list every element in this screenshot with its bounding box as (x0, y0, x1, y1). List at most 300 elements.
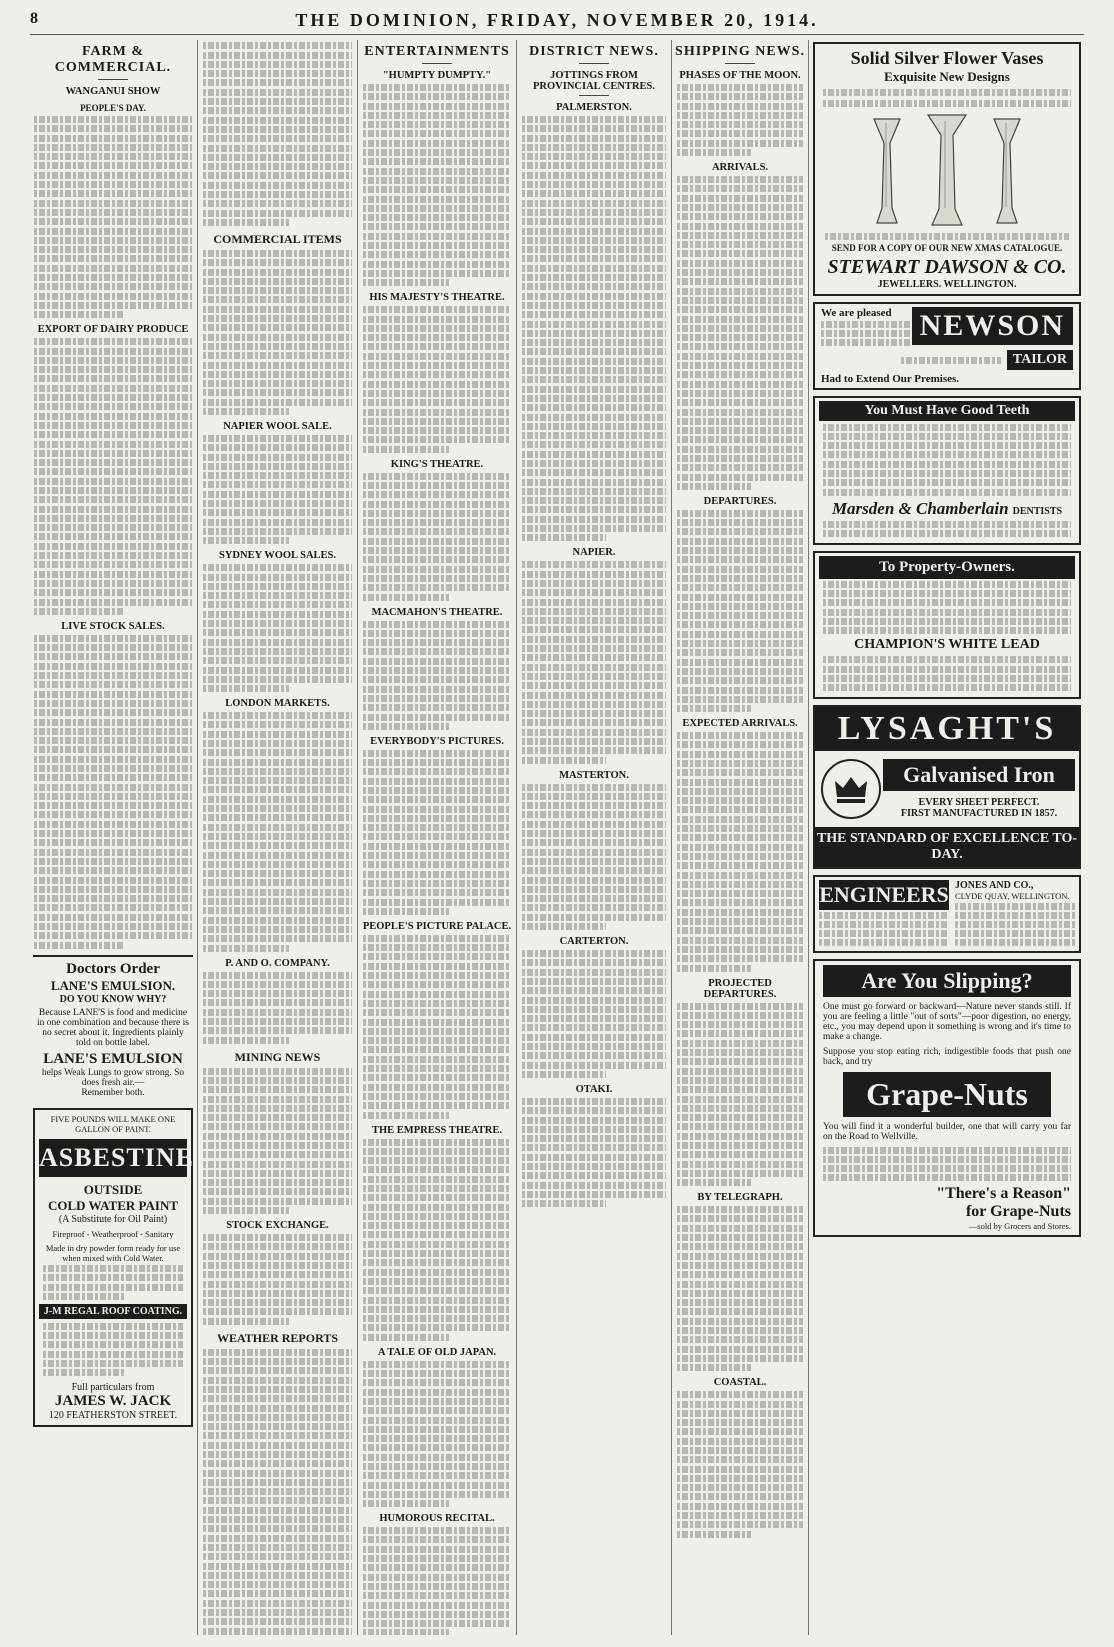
text-line (203, 371, 352, 378)
text-line (677, 418, 803, 425)
article-heading: LONDON MARKETS. (225, 698, 330, 710)
text-line (522, 414, 666, 421)
text-line (522, 830, 666, 837)
text-line (677, 1021, 803, 1028)
text-line (677, 1262, 803, 1269)
text-line (363, 1046, 511, 1053)
column-entertainments (359, 40, 515, 1635)
text-line (203, 740, 352, 747)
text-line (203, 852, 352, 859)
text-line (677, 103, 803, 110)
text-line (363, 880, 511, 887)
text-line (522, 460, 666, 467)
text-line (203, 1096, 352, 1103)
section-heading: DISTRICT NEWS. (529, 44, 659, 59)
ad-top: FIVE POUNDS WILL MAKE ONE GALLON OF PAINT. (50, 1113, 176, 1134)
ad-line: Fireproof - Weatherproof - Sanitary (52, 1228, 174, 1239)
text-line (677, 881, 803, 888)
text-line (363, 510, 511, 517)
ad-body: One must go forward or backward—Nature never stands still. If you are feeling a little "out of sorts"—poor digestion, no energy, etc., you may depend upon it something is wrong and it's time to make a change. (823, 1001, 1071, 1042)
text-line (34, 746, 192, 753)
text-line (522, 849, 666, 856)
text-line (363, 630, 511, 637)
text-line (677, 343, 803, 350)
text-line (677, 937, 803, 944)
article-text (199, 564, 356, 692)
text-line (677, 1410, 803, 1417)
text-line (522, 516, 666, 523)
text-line (677, 1428, 803, 1435)
ad-line: FIRST MANUFACTURED IN 1857. (900, 807, 1058, 819)
article-heading: EXPORT OF DAIRY PRODUCE (37, 324, 189, 336)
text-line (677, 668, 803, 675)
text-line (522, 950, 666, 957)
text-line (363, 306, 511, 313)
text-line (677, 1142, 803, 1149)
text-line (34, 580, 192, 587)
text-line (203, 126, 352, 133)
text-line (522, 386, 666, 393)
text-line (677, 779, 803, 786)
text-line (363, 1592, 511, 1599)
text-line (34, 942, 125, 949)
text-line (203, 250, 352, 257)
text-line (677, 446, 803, 453)
text-line (363, 695, 511, 702)
text-line (677, 806, 803, 813)
text-line (677, 1058, 803, 1065)
page-number: 8 (30, 10, 38, 27)
text-line (522, 395, 666, 402)
text-line (677, 1401, 803, 1408)
ad-body: You will find it a wonderful builder, one that will carry you far on the Road to Wellville. (823, 1121, 1071, 1142)
text-line (34, 765, 192, 772)
stewart-dawson-ad (813, 42, 1081, 296)
text-line (363, 371, 511, 378)
text-line (677, 362, 803, 369)
text-line (34, 663, 192, 670)
text-line (522, 358, 666, 365)
text-line (363, 723, 449, 730)
text-line (34, 172, 192, 179)
text-line (203, 107, 352, 114)
text-line (677, 687, 803, 694)
text-line (203, 1590, 352, 1597)
text-line (677, 1271, 803, 1278)
text-line (522, 488, 666, 495)
text-line (34, 914, 192, 921)
text-line (677, 899, 803, 906)
text-line (522, 589, 666, 596)
text-line (363, 538, 511, 545)
text-line (677, 232, 803, 239)
text-line (677, 1438, 803, 1445)
text-line (34, 737, 192, 744)
text-line (677, 1475, 803, 1482)
text-line (677, 1077, 803, 1084)
text-line (203, 1525, 352, 1532)
text-line (522, 858, 666, 865)
text-line (677, 946, 803, 953)
text-line (522, 190, 666, 197)
text-line (34, 802, 192, 809)
text-line (34, 515, 192, 522)
ad-line: DENTISTS (1012, 505, 1063, 517)
text-line (522, 1062, 666, 1069)
text-line (203, 749, 352, 756)
text-line (677, 1355, 803, 1362)
text-line (677, 1003, 803, 1010)
text-line (34, 181, 192, 188)
text-line (363, 1241, 511, 1248)
text-line (522, 654, 666, 661)
column-rule (516, 40, 517, 1635)
text-line (677, 1364, 751, 1371)
article-heading: EXPECTED ARRIVALS. (682, 718, 798, 730)
text-line (34, 125, 192, 132)
text-line (677, 1170, 803, 1177)
text-line (363, 871, 511, 878)
article-heading: DEPARTURES. (703, 495, 777, 507)
text-line (522, 125, 666, 132)
text-line (34, 774, 192, 781)
text-line (363, 418, 511, 425)
article-heading: STOCK EXCHANGE. (226, 1220, 329, 1232)
text-line (522, 525, 666, 532)
article-heading: THE EMPRESS THEATRE. (371, 1124, 503, 1136)
text-line (677, 474, 803, 481)
article-text (518, 1098, 670, 1207)
text-line (522, 432, 666, 439)
text-line (203, 1179, 352, 1186)
text-line (522, 682, 666, 689)
ad-body: Suppose you stop eating rich, indigestible foods that push one back, and try (823, 1046, 1071, 1067)
text-line (363, 1204, 511, 1211)
text-line (203, 824, 352, 831)
text-line (34, 793, 192, 800)
text-line (34, 533, 192, 540)
text-line (203, 287, 352, 294)
text-line (203, 219, 289, 226)
lanes-emulsion-ad (33, 955, 193, 1102)
article-text (199, 972, 356, 1044)
text-line (363, 824, 511, 831)
article-heading: CARTERTON. (559, 936, 629, 948)
newson-ad (813, 302, 1081, 390)
text-line (363, 963, 511, 970)
text-line (677, 659, 803, 666)
text-line (677, 575, 803, 582)
text-line (677, 241, 803, 248)
text-line (203, 1618, 352, 1625)
text-line (363, 1139, 511, 1146)
text-line (677, 455, 803, 462)
text-line (363, 1491, 511, 1498)
text-line (363, 519, 511, 526)
article-text (359, 621, 515, 730)
text-line (522, 1043, 666, 1050)
article-heading: EVERYBODY'S PICTURES. (370, 735, 504, 747)
article-text (30, 635, 196, 949)
text-line (522, 200, 666, 207)
text-line (677, 844, 803, 851)
text-line (677, 371, 803, 378)
text-line (363, 1306, 511, 1313)
text-line (522, 784, 666, 791)
text-line (203, 324, 352, 331)
text-line (677, 223, 803, 230)
text-line (677, 1318, 803, 1325)
text-line (363, 1444, 511, 1451)
text-line (677, 297, 803, 304)
text-line (363, 1536, 511, 1543)
text-line (522, 608, 666, 615)
text-line (203, 519, 352, 526)
text-line (677, 1049, 803, 1056)
text-line (203, 145, 352, 152)
ad-line: TAILOR (1007, 350, 1073, 370)
text-line (522, 153, 666, 160)
engineers-ad (813, 875, 1081, 953)
text-line (363, 1315, 511, 1322)
text-line (363, 1084, 511, 1091)
text-line (363, 972, 511, 979)
text-line (363, 1185, 511, 1192)
text-line (363, 223, 511, 230)
text-line (34, 403, 192, 410)
text-line (363, 343, 511, 350)
text-line (677, 1215, 803, 1222)
text-line (677, 621, 803, 628)
text-line (677, 306, 803, 313)
ad-brand: ENGINEERS (819, 880, 949, 910)
text-line (203, 1377, 352, 1384)
text-line (363, 1454, 511, 1461)
text-line (43, 1341, 183, 1348)
article-heading: "HUMPTY DUMPTY." (382, 70, 492, 81)
text-line (677, 797, 803, 804)
article-text (673, 1003, 807, 1187)
text-line (677, 834, 803, 841)
article-text (30, 116, 196, 318)
text-line (522, 479, 666, 486)
text-line (677, 1086, 803, 1093)
text-line (677, 640, 803, 647)
text-line (203, 1114, 352, 1121)
column-rule (357, 40, 358, 1635)
text-line (677, 510, 803, 517)
issue-date: FRIDAY, NOVEMBER 20, 1914. (486, 10, 819, 30)
text-line (43, 1369, 124, 1376)
text-line (522, 228, 666, 235)
article-heading: PROJECTED DEPARTURES. (703, 977, 777, 1000)
text-line (203, 1535, 352, 1542)
text-line (203, 1037, 289, 1044)
text-line (203, 1188, 352, 1195)
text-line (522, 1117, 666, 1124)
text-line (677, 1521, 803, 1528)
ad-subtitle: Exquisite New Designs (884, 69, 1010, 84)
text-line (34, 450, 192, 457)
text-line (677, 149, 751, 156)
text-line (34, 357, 192, 364)
text-line (34, 246, 192, 253)
text-line (203, 1207, 289, 1214)
text-line (363, 1297, 511, 1304)
text-line (203, 731, 352, 738)
column-rule (671, 40, 672, 1635)
text-line (363, 843, 511, 850)
text-line (203, 796, 352, 803)
text-line (677, 1123, 803, 1130)
text-line (363, 1278, 511, 1285)
article-text (518, 561, 670, 763)
text-line (522, 1034, 666, 1041)
text-line (363, 953, 511, 960)
text-line (522, 738, 666, 745)
text-line (34, 756, 192, 763)
text-line (203, 1451, 352, 1458)
text-line (363, 639, 511, 646)
text-line (363, 158, 511, 165)
text-line (522, 209, 666, 216)
text-line (363, 501, 511, 508)
text-line (203, 1497, 352, 1504)
text-line (203, 564, 352, 571)
text-line (677, 1030, 803, 1037)
text-line (34, 459, 192, 466)
text-line (677, 909, 803, 916)
text-line (363, 676, 511, 683)
ad-line: JEWELLERS. WELLINGTON. (877, 279, 1017, 291)
crown-trademark-icon (819, 757, 883, 821)
text-line (677, 1179, 751, 1186)
text-line (34, 144, 192, 151)
text-line (522, 914, 666, 921)
text-line (203, 879, 352, 886)
text-line (677, 1281, 803, 1288)
text-line (363, 584, 511, 591)
ad-question: DO YOU KNOW WHY? (59, 993, 167, 1005)
text-line (34, 728, 192, 735)
text-line (34, 635, 192, 642)
text-line (522, 802, 666, 809)
text-line (203, 611, 352, 618)
text-line (677, 1068, 803, 1075)
text-line (34, 478, 192, 485)
text-line (677, 288, 803, 295)
text-line (203, 98, 352, 105)
text-line (363, 1056, 511, 1063)
text-line (522, 451, 666, 458)
text-line (522, 497, 666, 504)
text-line (203, 639, 352, 646)
text-line (677, 334, 803, 341)
article-heading: SYDNEY WOOL SALES. (219, 550, 336, 562)
text-line (203, 676, 352, 683)
text-line (203, 990, 352, 997)
text-line (363, 861, 511, 868)
article-heading: HUMOROUS RECITAL. (379, 1513, 495, 1525)
text-line (203, 117, 352, 124)
text-line (203, 491, 352, 498)
text-line (363, 981, 511, 988)
text-line (522, 423, 666, 430)
text-line (677, 769, 803, 776)
text-line (363, 1157, 511, 1164)
text-line (677, 130, 803, 137)
text-line (34, 200, 192, 207)
text-line (677, 250, 803, 257)
text-line (203, 1068, 352, 1075)
article-heading: COASTAL. (713, 1377, 767, 1389)
text-line (522, 1015, 666, 1022)
article-heading: MINING NEWS (234, 1049, 321, 1064)
text-line (34, 366, 192, 373)
ad-title: Doctors Order (66, 960, 160, 977)
text-line (363, 796, 511, 803)
text-line (363, 112, 511, 119)
text-line (363, 251, 511, 258)
ad-text (39, 1265, 187, 1300)
text-line (677, 1206, 803, 1213)
text-line (677, 381, 803, 388)
ad-line: THE STANDARD OF EXCELLENCE TO-DAY. (815, 827, 1079, 867)
text-line (203, 1609, 352, 1616)
text-line (522, 811, 666, 818)
text-line (677, 1225, 803, 1232)
text-line (363, 1398, 511, 1405)
text-line (363, 852, 511, 859)
text-line (522, 904, 666, 911)
text-line (43, 1293, 124, 1300)
text-line (34, 293, 192, 300)
article-heading: LIVE STOCK SALES. (61, 620, 165, 632)
text-line (677, 853, 803, 860)
text-line (34, 653, 192, 660)
text-line (363, 1028, 511, 1035)
text-line (677, 1105, 803, 1112)
text-line (203, 163, 352, 170)
text-line (43, 1351, 183, 1358)
ad-title: To Property-Owners. (819, 556, 1075, 579)
text-line (363, 1611, 511, 1618)
text-line (522, 757, 606, 764)
paper-name: THE DOMINION, (295, 10, 480, 30)
ad-product: LANE'S EMULSION. (50, 977, 176, 993)
text-line (34, 543, 192, 550)
text-line (203, 583, 352, 590)
ad-line: (A Substitute for Oil Paint) (58, 1213, 168, 1225)
ad-brand: Marsden & Chamberlain (831, 498, 1009, 518)
text-line (363, 270, 511, 277)
text-line (203, 945, 289, 952)
text-line (522, 895, 666, 902)
text-line (677, 140, 803, 147)
text-line (522, 367, 666, 374)
article-heading: PALMERSTON. (556, 102, 632, 113)
text-line (363, 1019, 511, 1026)
text-line (43, 1323, 183, 1330)
text-line (43, 1284, 183, 1291)
text-line (522, 821, 666, 828)
text-line (203, 1170, 352, 1177)
text-line (363, 233, 511, 240)
text-line (677, 93, 803, 100)
text-line (522, 987, 666, 994)
text-line (203, 648, 352, 655)
text-line (677, 121, 803, 128)
